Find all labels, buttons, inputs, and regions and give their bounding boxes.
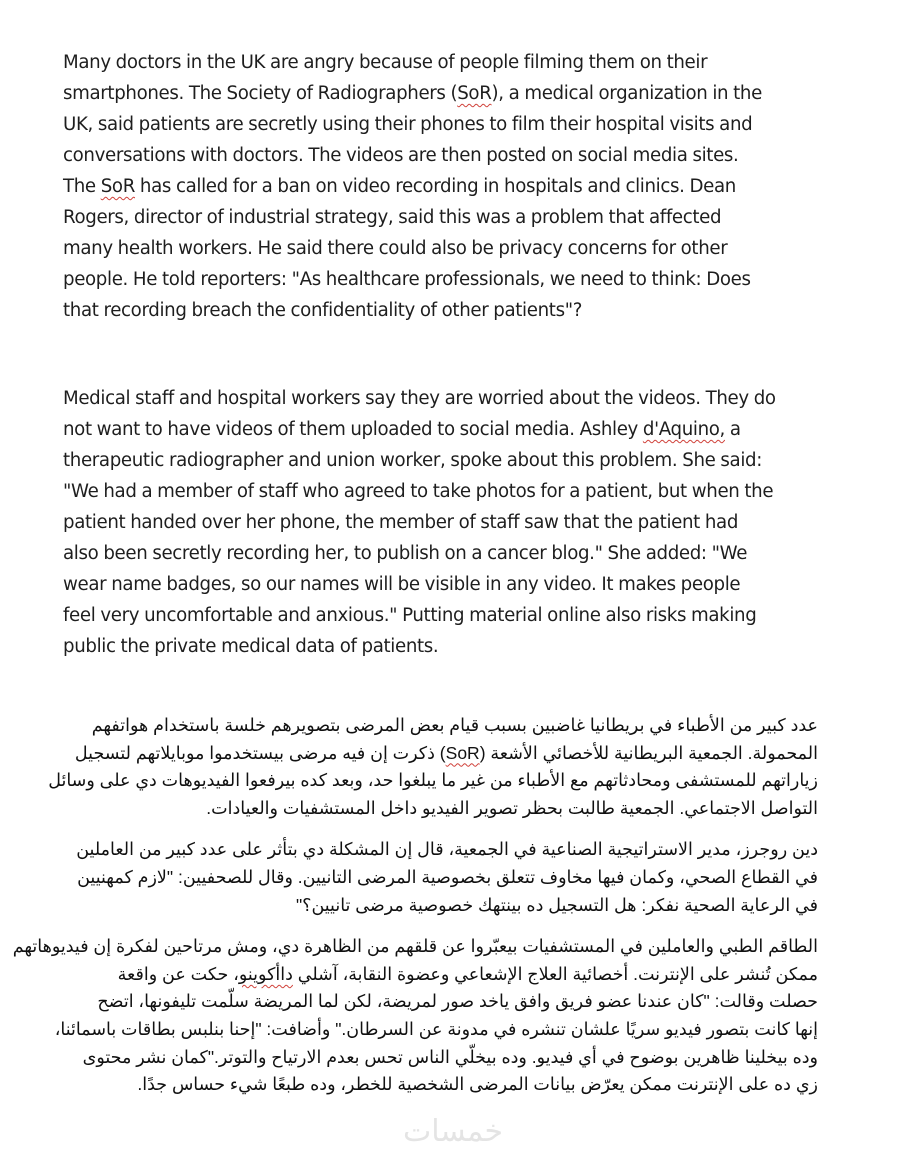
text-line: التواصل الاجتماعي. الجمعية طالبت بحظر تصوير الفيديو داخل المستشفيات والعيادات. — [206, 797, 818, 818]
text-line: في القطاع الصحي، وكمان فيها مخاوف تتعلق بخصوصية المرضى التانيين. وقال للصحفيين: "لازم كمهنيين — [77, 866, 818, 887]
spellcheck-flagged-word[interactable]: SoR — [457, 83, 492, 104]
text-line: wear name badges, so our names will be visible in any video. It makes people — [63, 574, 741, 595]
spellcheck-flagged-word[interactable]: SoR — [100, 176, 135, 197]
text-line: زي ده على الإنترنت ممكن يعرّض بيانات المرضى الشخصية للخطر، وده طبعًا شيء حساس جدًا. — [137, 1074, 818, 1095]
text-line: patient handed over her phone, the member of staff saw that the patient had — [63, 512, 739, 533]
text-line: conversations with doctors. The videos are then posted on social media sites. — [63, 145, 739, 166]
text-line: في الرعاية الصحية نفكر: هل التسجيل ده بينتهك خصوصية مرضى تانيين؟" — [295, 894, 818, 915]
text-line: also been secretly recording her, to publish on a cancer blog." She added: "We — [63, 543, 748, 564]
text-line: UK, said patients are secretly using their phones to film their hospital visits and — [63, 114, 753, 135]
text-line: حصلت وقالت: "كان عندنا عضو فريق وافق ياخد صور لمريضة، لكن لما المريضة سلّمت تليفونها، اتضح — [97, 991, 818, 1012]
english-paragraph-1 — [63, 47, 833, 326]
text-line: دين روجرز، مدير الاستراتيجية الصناعية في الجمعية، قال إن المشكلة دي بتأثر على عدد كبير من العاملين — [76, 839, 818, 860]
spellcheck-flagged-word[interactable]: d'Aquino, — [642, 419, 725, 440]
text-line: Rogers, director of industrial strategy, said this was a problem that affected — [63, 207, 722, 228]
english-paragraph-2 — [63, 383, 833, 662]
watermark-logo: خمسات — [402, 1114, 504, 1149]
text-line: الطاقم الطبي والعاملين في المستشفيات بيعبّروا عن قلقهم من الظاهرة دي، ومش مرتاحين لفكرة إن فيديوهاتهم — [12, 936, 818, 957]
spellcheck-flagged-word[interactable]: SoR — [445, 742, 480, 763]
text-line: smartphones. The Society of Radiographers (SoR), a medical organization in the — [63, 83, 762, 104]
arabic-paragraph-1 — [38, 712, 818, 822]
arabic-paragraph-3 — [12, 933, 818, 1099]
text-line: therapeutic radiographer and union worker, spoke about this problem. She said: — [63, 450, 763, 471]
spellcheck-flagged-word[interactable]: داأكوينو — [238, 963, 293, 984]
text-line: that recording breach the confidentiality of other patients"? — [63, 300, 583, 321]
text-line: إنها كانت بتصور فيديو سريًا علشان تنشره في مدونة عن السرطان." وأضافت: "إحنا بنلبس بطاقات باسمائنا، — [54, 1018, 818, 1039]
arabic-paragraph-2 — [38, 836, 818, 919]
text-line: feel very uncomfortable and anxious." Putting material online also risks making — [63, 605, 757, 626]
text-line: public the private medical data of patients. — [63, 636, 439, 657]
text-line: عدد كبير من الأطباء في بريطانيا غاضبين بسبب قيام بعض المرضى بتصويرهم خلسة باستخدام هواتفهم — [91, 715, 818, 735]
text-line: وده بيخلينا ظاهرين بوضوح في أي فيديو. وده بيخلّي الناس تحس بعدم الارتياح والتوتر."كمان نشر محتوى — [82, 1046, 818, 1067]
text-line: Medical staff and hospital workers say they are worried about the videos. They do — [63, 388, 776, 409]
text-line: not want to have videos of them uploaded to social media. Ashley d'Aquino, a — [63, 419, 741, 440]
arabic-article — [12, 712, 818, 1113]
text-line: The SoR has called for a ban on video recording in hospitals and clinics. Dean — [63, 176, 736, 197]
text-line: many health workers. He said there could also be privacy concerns for other — [63, 238, 728, 259]
text-line: "We had a member of staff who agreed to take photos for a patient, but when the — [63, 481, 774, 502]
english-article — [63, 47, 833, 662]
text-line: زياراتهم للمستشفى ومحادثاتهم مع الأطباء من غير ما يبلغوا حد، وبعد كده بيرفعوا الفيديوهات دي على وسائل — [48, 770, 818, 791]
text-line: المحمولة. الجمعية البريطانية للأخصائي الأشعة (SoR) ذكرت إن فيه مرضى بيستخدموا موبايلاتهم لتسجيل — [74, 742, 818, 763]
text-line: ممكن تُنشر على الإنترنت. أخصائية العلاج الإشعاعي وعضوة النقابة، آشلي داأكوينو، حكت عن واقعة — [117, 963, 818, 984]
text-line: people. He told reporters: "As healthcare professionals, we need to think: Does — [63, 269, 751, 290]
text-line: Many doctors in the UK are angry because of people filming them on their — [63, 52, 708, 73]
